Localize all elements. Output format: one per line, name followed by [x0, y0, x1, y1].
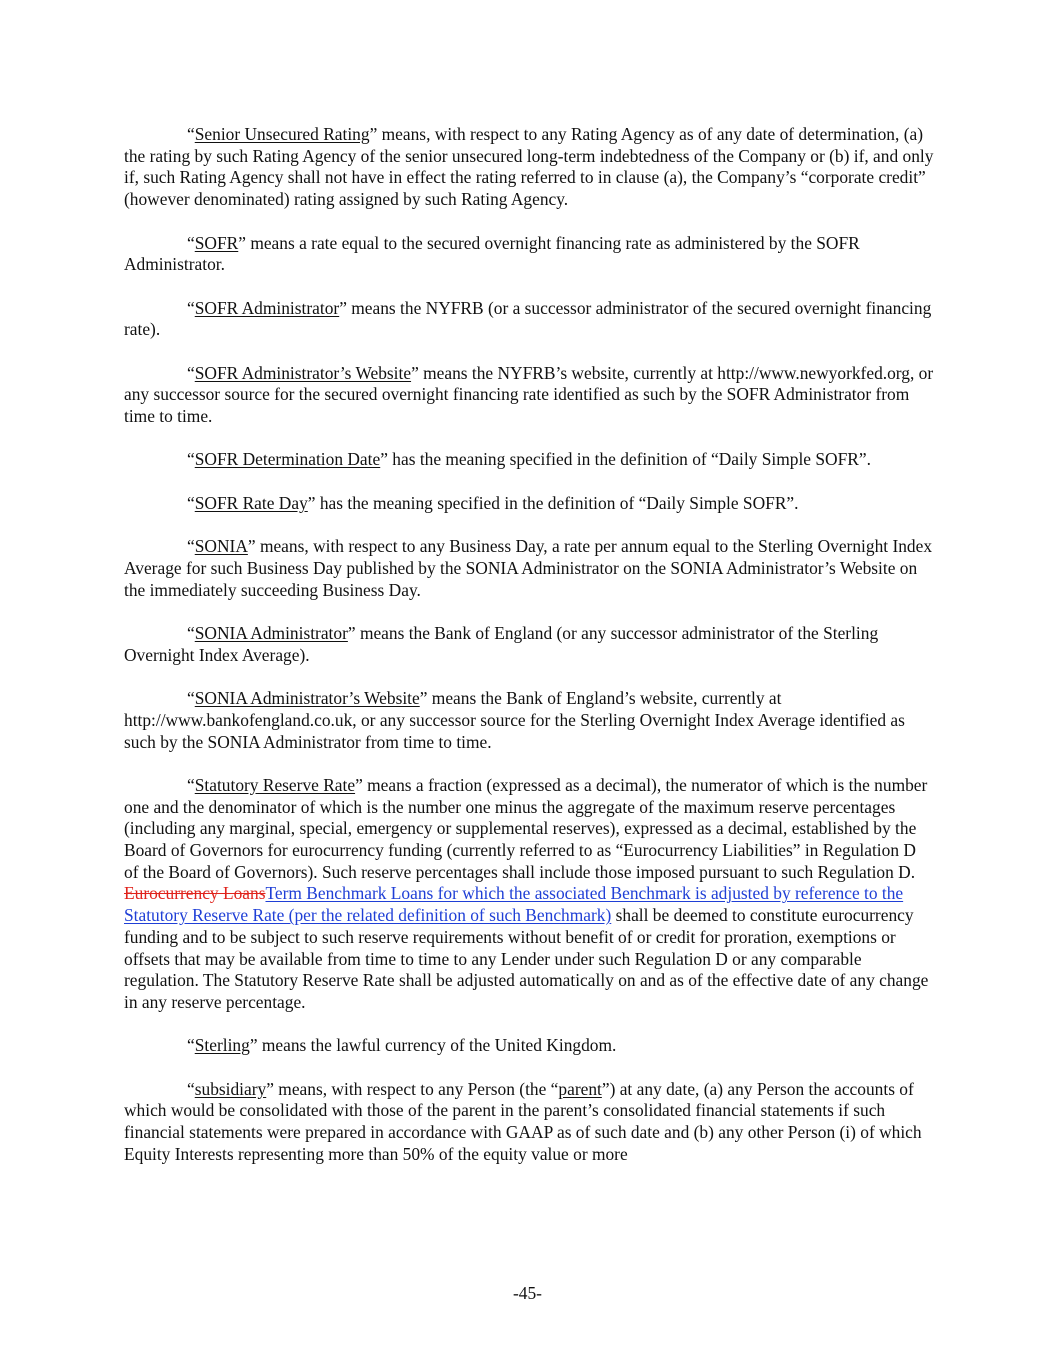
defined-term: subsidiary	[194, 1078, 267, 1099]
defined-term: SONIA	[194, 536, 248, 557]
defined-term: Senior Unsecured Rating	[194, 124, 370, 144]
definition-text: ” means a rate equal to the secured overnight financing rate as administered by the SOFR Administrator.	[124, 232, 860, 275]
definition-statutory-reserve-rate: “Statutory Reserve Rate” means a fraction (expressed as a decimal), the numerator of which is the number one and the denominator of which is the number one minus the aggregate of the maximum reserve percentages (including any marginal, special, emergency or supplemental reserves), expressed as a decimal, established by the Board of Governors for eurocurrency funding (currently referred to as “Eurocurrency Liabilities” in Regulation D of the Board of Governors). Such reserve percentages shall include those imposed pursuant to such Regulation D. Eurocurrency LoansTerm Benchmark Loans for which the associated Benchmark is adjusted by reference to the Statutory Reserve Rate (per the related definition of such Benchmark) shall be deemed to constitute eurocurrency funding and to be subject to such reserve requirements without benefit of or credit for proration, exemptions or offsets that may be available from time to time to any Lender under such Regulation D or any comparable regulation. The Statutory Reserve Rate shall be adjusted automatically on and as of the effective date of any change in any reserve percentage.	[124, 774, 929, 1012]
definition-text-continued: ”) at any date, (a) any Person the accounts of which would be consolidated with those of the parent in the parent’s consolidated financial statements if such financial statements were prepared in accordance with GAAP as of such date and (b) any other Person (i) of which Equity Interests representing more than 50% of the equity value or more	[124, 1078, 922, 1164]
defined-term: SOFR Administrator	[194, 297, 340, 318]
defined-term: SONIA Administrator	[194, 623, 348, 644]
definition-sofr-rate-day: “SOFR Rate Day” has the meaning specified in the definition of “Daily Simple SOFR”.	[187, 492, 799, 513]
definition-text-continued: shall be deemed to constitute eurocurrency funding and to be subject to such reserve requirements without benefit of or credit for proration, exemptions or offsets that may be available from time to time to any Lender under such Regulation D or any comparable regulation. The Statutory Reserve Rate shall be adjusted automatically on and as of the effective date of any change in any reserve percentage.	[124, 905, 929, 1012]
defined-term: Statutory Reserve Rate	[194, 774, 356, 795]
definition-text: ” means, with respect to any Person (the “	[266, 1078, 559, 1099]
definition-text: ” means the Bank of England’s website, currently at http://www.bankofengland.co.uk, or any successor source for the Sterling Overnight Index Average identified as such by the SONIA Administrator from time to time.	[124, 688, 905, 752]
defined-term-parent: parent	[558, 1078, 602, 1099]
definition-subsidiary: “subsidiary” means, with respect to any Person (the “parent”) at any date, (a) any Person the accounts of which would be consolidated with those of the parent in the parent’s consolidated financial statements if such financial statements were prepared in accordance with GAAP as of such date and (b) any other Person (i) of which Equity Interests representing more than 50% of the equity value or more	[124, 1078, 922, 1164]
definition-text: ” means the NYFRB’s website, currently at http://www.newyorkfed.org, or any successor source for the secured overnight financing rate identified as such by the SOFR Administrator from time to time.	[124, 362, 934, 427]
definition-text: ” means the lawful currency of the United Kingdom.	[249, 1035, 617, 1056]
defined-term: SOFR Administrator’s Website	[194, 362, 412, 383]
definition-text: ” means a fraction (expressed as a decimal), the numerator of which is the number one and the denominator of which is the number one minus the aggregate of the maximum reserve percentages (including any marginal, special, emergency or supplemental reserves), expressed as a decimal, established by the Board of Governors for eurocurrency funding (currently referred to as “Eurocurrency Liabilities” in Regulation D of the Board of Governors). Such reserve percentages shall include those imposed pursuant to such Regulation D.	[124, 774, 928, 882]
definition-text: ” means, with respect to any Business Day, a rate per annum equal to the Sterling Overnight Index Average for such Business Day published by the SONIA Administrator on the SONIA Administrator’s Website on the immediately succeeding Business Day.	[124, 536, 933, 600]
defined-term: SOFR Rate Day	[194, 492, 308, 513]
page-number: -45-	[513, 1283, 542, 1303]
definition-senior-unsecured-rating: “Senior Unsecured Rating” means, with respect to any Rating Agency as of any date of determination, (a) the rating by such Rating Agency of the senior unsecured long-term indebtedness of the Company or (b) if, and only if, such Rating Agency shall not have in effect the rating referred to in clause (a), the Company’s “corporate credit” (however denominated) rating assigned by such Rating Agency.	[124, 124, 934, 210]
definition-sonia: “SONIA” means, with respect to any Business Day, a rate per annum equal to the Sterling Overnight Index Average for such Business Day published by the SONIA Administrator on the SONIA Administrator’s Website on the immediately succeeding Business Day.	[124, 536, 933, 600]
definition-sofr-administrator: “SOFR Administrator” means the NYFRB (or a successor administrator of the secured overnight financing rate).	[124, 297, 932, 340]
tracked-deletion: Eurocurrency Loans	[124, 883, 266, 904]
defined-term: SOFR	[194, 232, 239, 253]
definition-sofr: “SOFR” means a rate equal to the secured overnight financing rate as administered by the SOFR Administrator.	[124, 232, 860, 275]
document-page	[124, 124, 934, 1187]
definition-sonia-administrator: “SONIA Administrator” means the Bank of England (or any successor administrator of the Sterling Overnight Index Average).	[124, 623, 879, 665]
defined-term: SOFR Determination Date	[194, 449, 381, 470]
definition-text: ” means the NYFRB (or a successor administrator of the secured overnight financing rate).	[124, 297, 932, 340]
definition-sofr-administrators-website: “SOFR Administrator’s Website” means the NYFRB’s website, currently at http://www.newyorkfed.org, or any successor source for the secured overnight financing rate identified as such by the SOFR Administrator from time to time.	[124, 362, 934, 427]
definition-text: ” has the meaning specified in the definition of “Daily Simple SOFR”.	[380, 449, 871, 470]
defined-term: Sterling	[194, 1035, 250, 1056]
definition-text: ” has the meaning specified in the definition of “Daily Simple SOFR”.	[307, 492, 799, 513]
definition-sonia-administrators-website: “SONIA Administrator’s Website” means the Bank of England’s website, currently at http://www.bankofengland.co.uk, or any successor source for the Sterling Overnight Index Average identified as such by the SONIA Administrator from time to time.	[124, 688, 905, 752]
definition-sterling: “Sterling” means the lawful currency of the United Kingdom.	[187, 1035, 617, 1056]
definition-text: ” means the Bank of England (or any successor administrator of the Sterling Overnight Index Average).	[124, 623, 879, 665]
defined-term: SONIA Administrator’s Website	[194, 688, 420, 709]
definition-sofr-determination-date: “SOFR Determination Date” has the meaning specified in the definition of “Daily Simple SOFR”.	[187, 449, 871, 470]
definition-text: ” means, with respect to any Rating Agency as of any date of determination, (a) the rating by such Rating Agency of the senior unsecured long-term indebtedness of the Company or (b) if, and only if, such Rating Agency shall not have in effect the rating referred to in clause (a), the Company’s “corporate credit” (however denominated) rating assigned by such Rating Agency.	[124, 124, 934, 210]
tracked-insertion: Term Benchmark Loans for which the associated Benchmark is adjusted by reference to the Statutory Reserve Rate (per the related definition of such Benchmark)	[124, 883, 904, 926]
